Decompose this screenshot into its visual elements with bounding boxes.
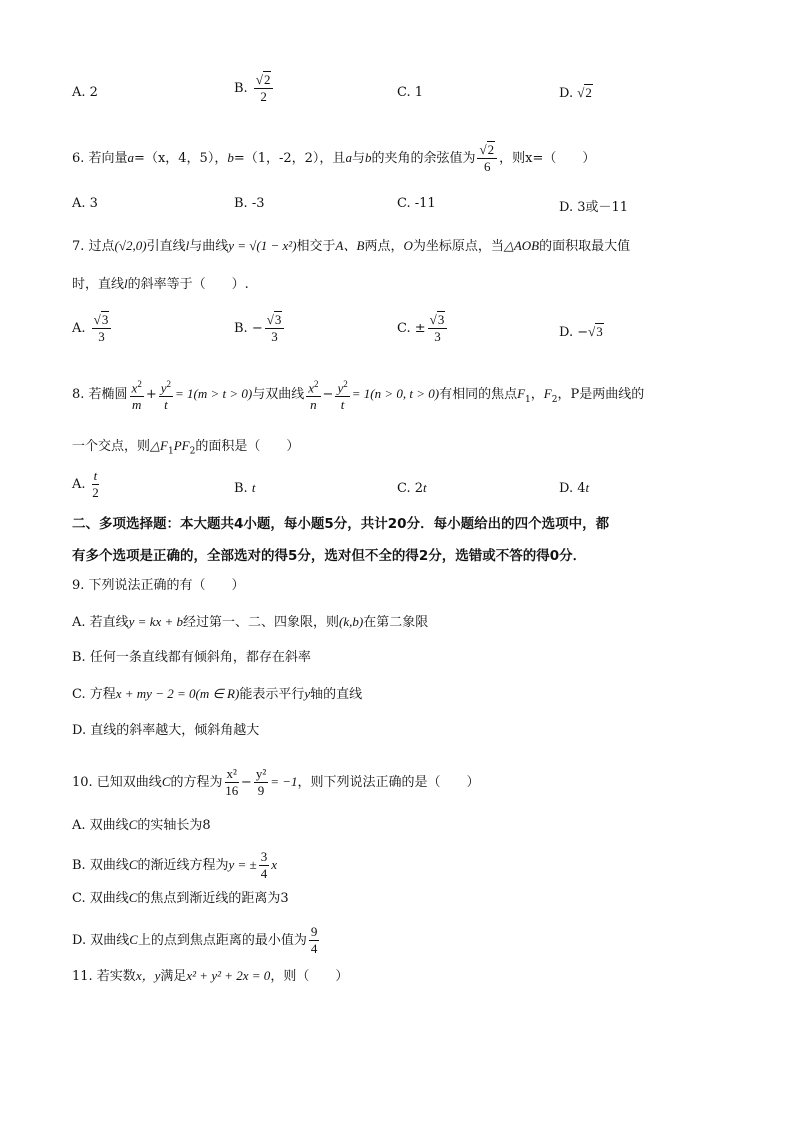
q5-option-b-label: B. (234, 81, 248, 96)
q6-fraction: $\frac{√2}{6}$ (477, 142, 497, 175)
q8-stem-line1: 8. 若椭圆 $\frac{x^2}{m}$ + $\frac{y^2}{t}$ = 1(m > t > 0)与双曲线 $\frac{x^2}{n}$ − $\frac{y^2}{t}$ = 1(n > 0, t > 0)有相同的焦点$F_1$，$F_2$，P是两曲线的 (72, 376, 644, 413)
q8-stem-line2: 一个交点，则$\triangle F_1PF_2$的面积是（ ） (72, 438, 300, 457)
q10-option-c: C. 双曲线C的焦点到渐近线的距离为3 (72, 890, 289, 906)
q7-option-c: C. ± $\frac{√3}{3}$ (397, 312, 449, 345)
q9-stem: 9. 下列说法正确的有（ ） (72, 578, 245, 593)
q6-option-a: A. 3 (72, 196, 98, 211)
q6-option-b: B. -3 (234, 196, 265, 211)
q5-option-b (234, 72, 275, 105)
q9-option-a: A. 若直线y = kx + b经过第一、二、四象限，则(k,b)在第二象限 (72, 614, 429, 630)
q10-option-d: D. 双曲线C上的点到焦点距离的最小值为 $\frac{9}{4}$ (72, 924, 318, 956)
q10-option-b: B. 双曲线C的渐近线方程为y = ± $\frac{3}{4}$ x (72, 849, 277, 881)
section2-heading-line2: 有多个选项是正确的，全部选对的得5分，选对但不全的得2分，选错或不答的得0分． (72, 548, 587, 564)
q8-option-b: B. t (234, 480, 256, 496)
q6-option-c: C. -11 (397, 196, 436, 211)
q7-stem-line1: 7. 过点(√2,0)引直线l与曲线y = √(1 − x²)相交于A、B两点，O为坐标原点，当△AOB的面积取最大值 (72, 238, 631, 254)
q7-option-b: B. − $\frac{√3}{3}$ (234, 312, 286, 345)
q5-option-c: C. 1 (397, 85, 424, 100)
q9-option-c: C. 方程x + my − 2 = 0(m ∈ R)能表示平行y轴的直线 (72, 686, 363, 702)
q10-stem: 10. 已知双曲线C的方程为 $\frac{\text{x²}}{16}$ − $\frac{\text{y²}}{9}$ = −1，则下列说法正确的是（ ） (72, 766, 480, 798)
q11-stem: 11. 若实数x，y满足x² + y² + 2x = 0，则（ ） (72, 968, 349, 984)
section2-heading-line1: 二、多项选择题：本大题共4小题，每小题5分，共计20分．每小题给出的四个选项中，都 (72, 516, 610, 532)
q10-option-a: A. 双曲线C的实轴长为8 (72, 817, 211, 833)
q7-option-a: A. $\frac{√3}{3}$ (72, 312, 113, 345)
q7-stem-line2: 时，直线l的斜率等于（ ）. (72, 276, 249, 292)
q5-option-b-fraction: $\frac{√2}{2}$ (254, 72, 274, 105)
q5-option-d: D. √2 (559, 85, 592, 101)
q5-option-d-sqrt: √2 (577, 85, 592, 100)
q8-option-a: A. $\frac{t}{2}$ (72, 468, 99, 500)
q7-option-d: D. −√3 (559, 324, 603, 340)
q8-option-d: D. 4t (559, 480, 590, 496)
q5-option-a: A. 2 (72, 85, 98, 100)
q6-stem: 6. 若向量a=（x，4，5），b=（1，-2，2），且a与b的夹角的余弦值为 $\frac{√2}{6}$ ，则x=（ ） (72, 142, 596, 174)
q9-option-b: B. 任何一条直线都有倾斜角，都存在斜率 (72, 650, 311, 665)
q6-option-d: D. 3或－11 (559, 200, 629, 215)
q8-option-c: C. 2t (397, 480, 427, 496)
q9-option-d: D. 直线的斜率越大，倾斜角越大 (72, 723, 260, 738)
